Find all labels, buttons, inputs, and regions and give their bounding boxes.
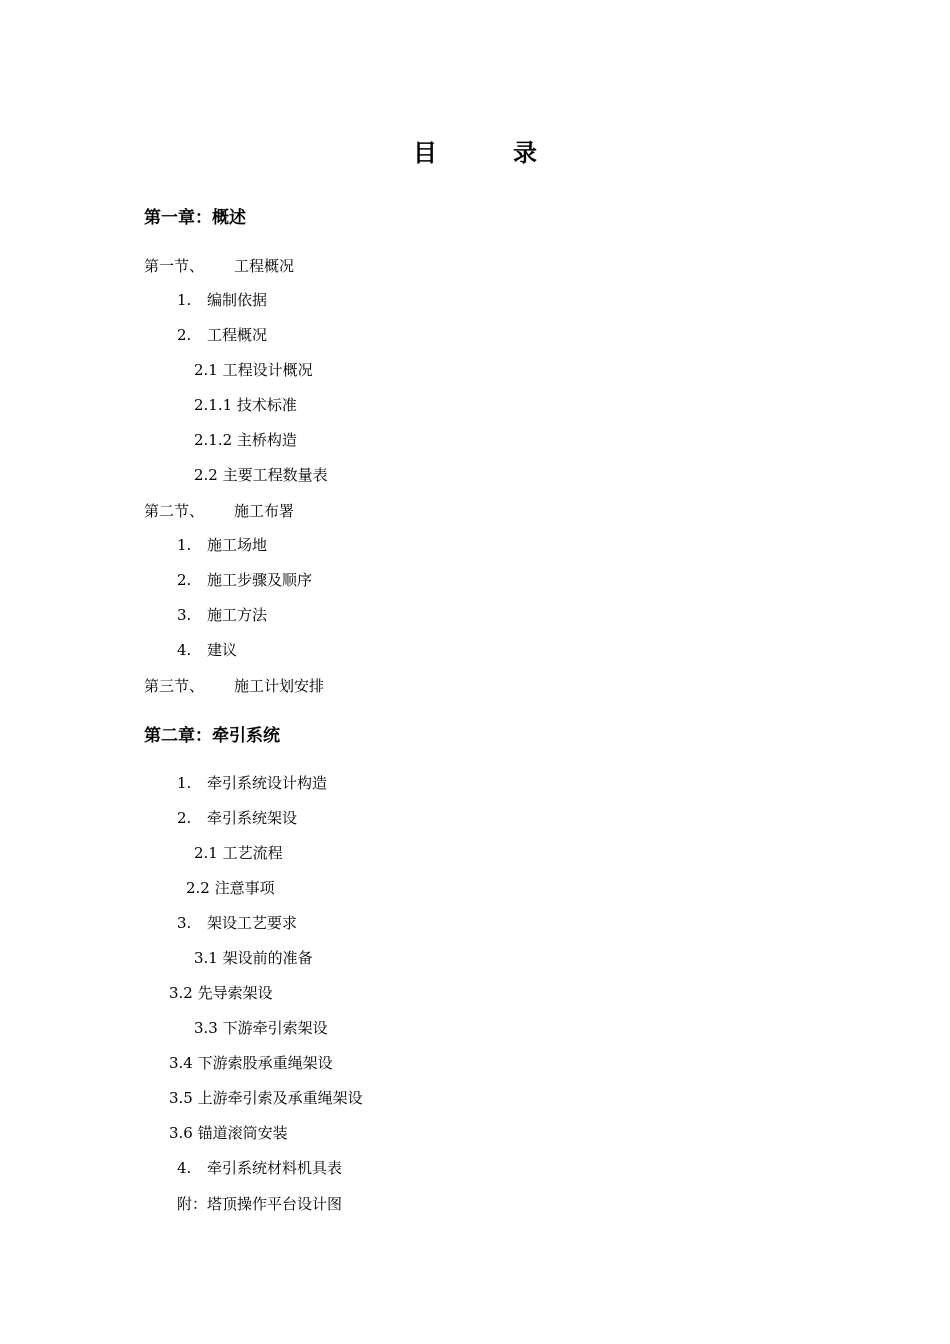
toc-subitem: 3.2 先导索架设 xyxy=(169,984,273,1002)
toc-item xyxy=(177,772,327,793)
section-title: 施工布署 xyxy=(234,502,295,520)
item-number: 3. xyxy=(177,606,192,624)
item-text: 施工场地 xyxy=(207,536,268,554)
item-text: 施工步骤及顺序 xyxy=(207,571,313,589)
chapter-1-heading: 第一章：概述 xyxy=(144,208,246,228)
item-text: 施工方法 xyxy=(207,606,268,624)
item-number: 4. xyxy=(177,641,192,659)
chapter-2-heading: 第二章：牵引系统 xyxy=(144,726,280,746)
section-label: 第三节、 xyxy=(144,677,205,695)
toc-subitem: 3.6 锚道滚筒安装 xyxy=(169,1124,288,1142)
toc-subitem: 2.2 主要工程数量表 xyxy=(194,466,328,484)
toc-section-3 xyxy=(144,675,324,696)
toc-subitem: 3.4 下游索股承重绳架设 xyxy=(169,1054,333,1072)
toc-item xyxy=(177,604,267,625)
toc-item xyxy=(177,569,312,590)
section-label: 第二节、 xyxy=(144,502,205,520)
item-number: 4. xyxy=(177,1159,192,1177)
toc-item xyxy=(177,912,297,933)
toc-section-1 xyxy=(144,255,294,276)
toc-subitem: 2.1 工程设计概况 xyxy=(194,361,313,379)
item-text: 牵引系统材料机具表 xyxy=(207,1159,343,1177)
item-number: 3. xyxy=(177,914,192,932)
toc-subitem: 2.1 工艺流程 xyxy=(194,844,283,862)
toc-subitem: 2.1.1 技术标准 xyxy=(194,396,297,414)
title-char-right: 录 xyxy=(513,139,537,167)
toc-subitem: 2.2 注意事项 xyxy=(186,879,275,897)
toc-item xyxy=(177,534,267,555)
item-text: 工程概况 xyxy=(207,326,268,344)
section-title: 工程概况 xyxy=(234,257,295,275)
toc-item xyxy=(177,324,267,345)
item-number: 2. xyxy=(177,571,192,589)
toc-item xyxy=(177,1157,342,1178)
toc-section-2 xyxy=(144,500,294,521)
item-number: 1. xyxy=(177,291,192,309)
section-label: 第一节、 xyxy=(144,257,205,275)
toc-subitem: 3.3 下游牵引索架设 xyxy=(194,1019,328,1037)
item-number: 2. xyxy=(177,326,192,344)
item-number: 1. xyxy=(177,536,192,554)
section-title: 施工计划安排 xyxy=(234,677,325,695)
title-char-left: 目 xyxy=(413,139,437,167)
toc-subitem: 2.1.2 主桥构造 xyxy=(194,431,297,449)
item-text: 建议 xyxy=(207,641,238,659)
item-text: 编制依据 xyxy=(207,291,268,309)
item-text: 牵引系统架设 xyxy=(207,809,298,827)
toc-subitem: 3.5 上游牵引索及承重绳架设 xyxy=(169,1089,363,1107)
toc-appendix: 附：塔顶操作平台设计图 xyxy=(177,1195,343,1213)
toc-item xyxy=(177,639,237,660)
toc-item xyxy=(177,289,267,310)
toc-subitem: 3.1 架设前的准备 xyxy=(194,949,313,967)
item-text: 牵引系统设计构造 xyxy=(207,774,328,792)
toc-item xyxy=(177,807,297,828)
item-number: 2. xyxy=(177,809,192,827)
item-text: 架设工艺要求 xyxy=(207,914,298,932)
page-title xyxy=(0,133,950,168)
item-number: 1. xyxy=(177,774,192,792)
